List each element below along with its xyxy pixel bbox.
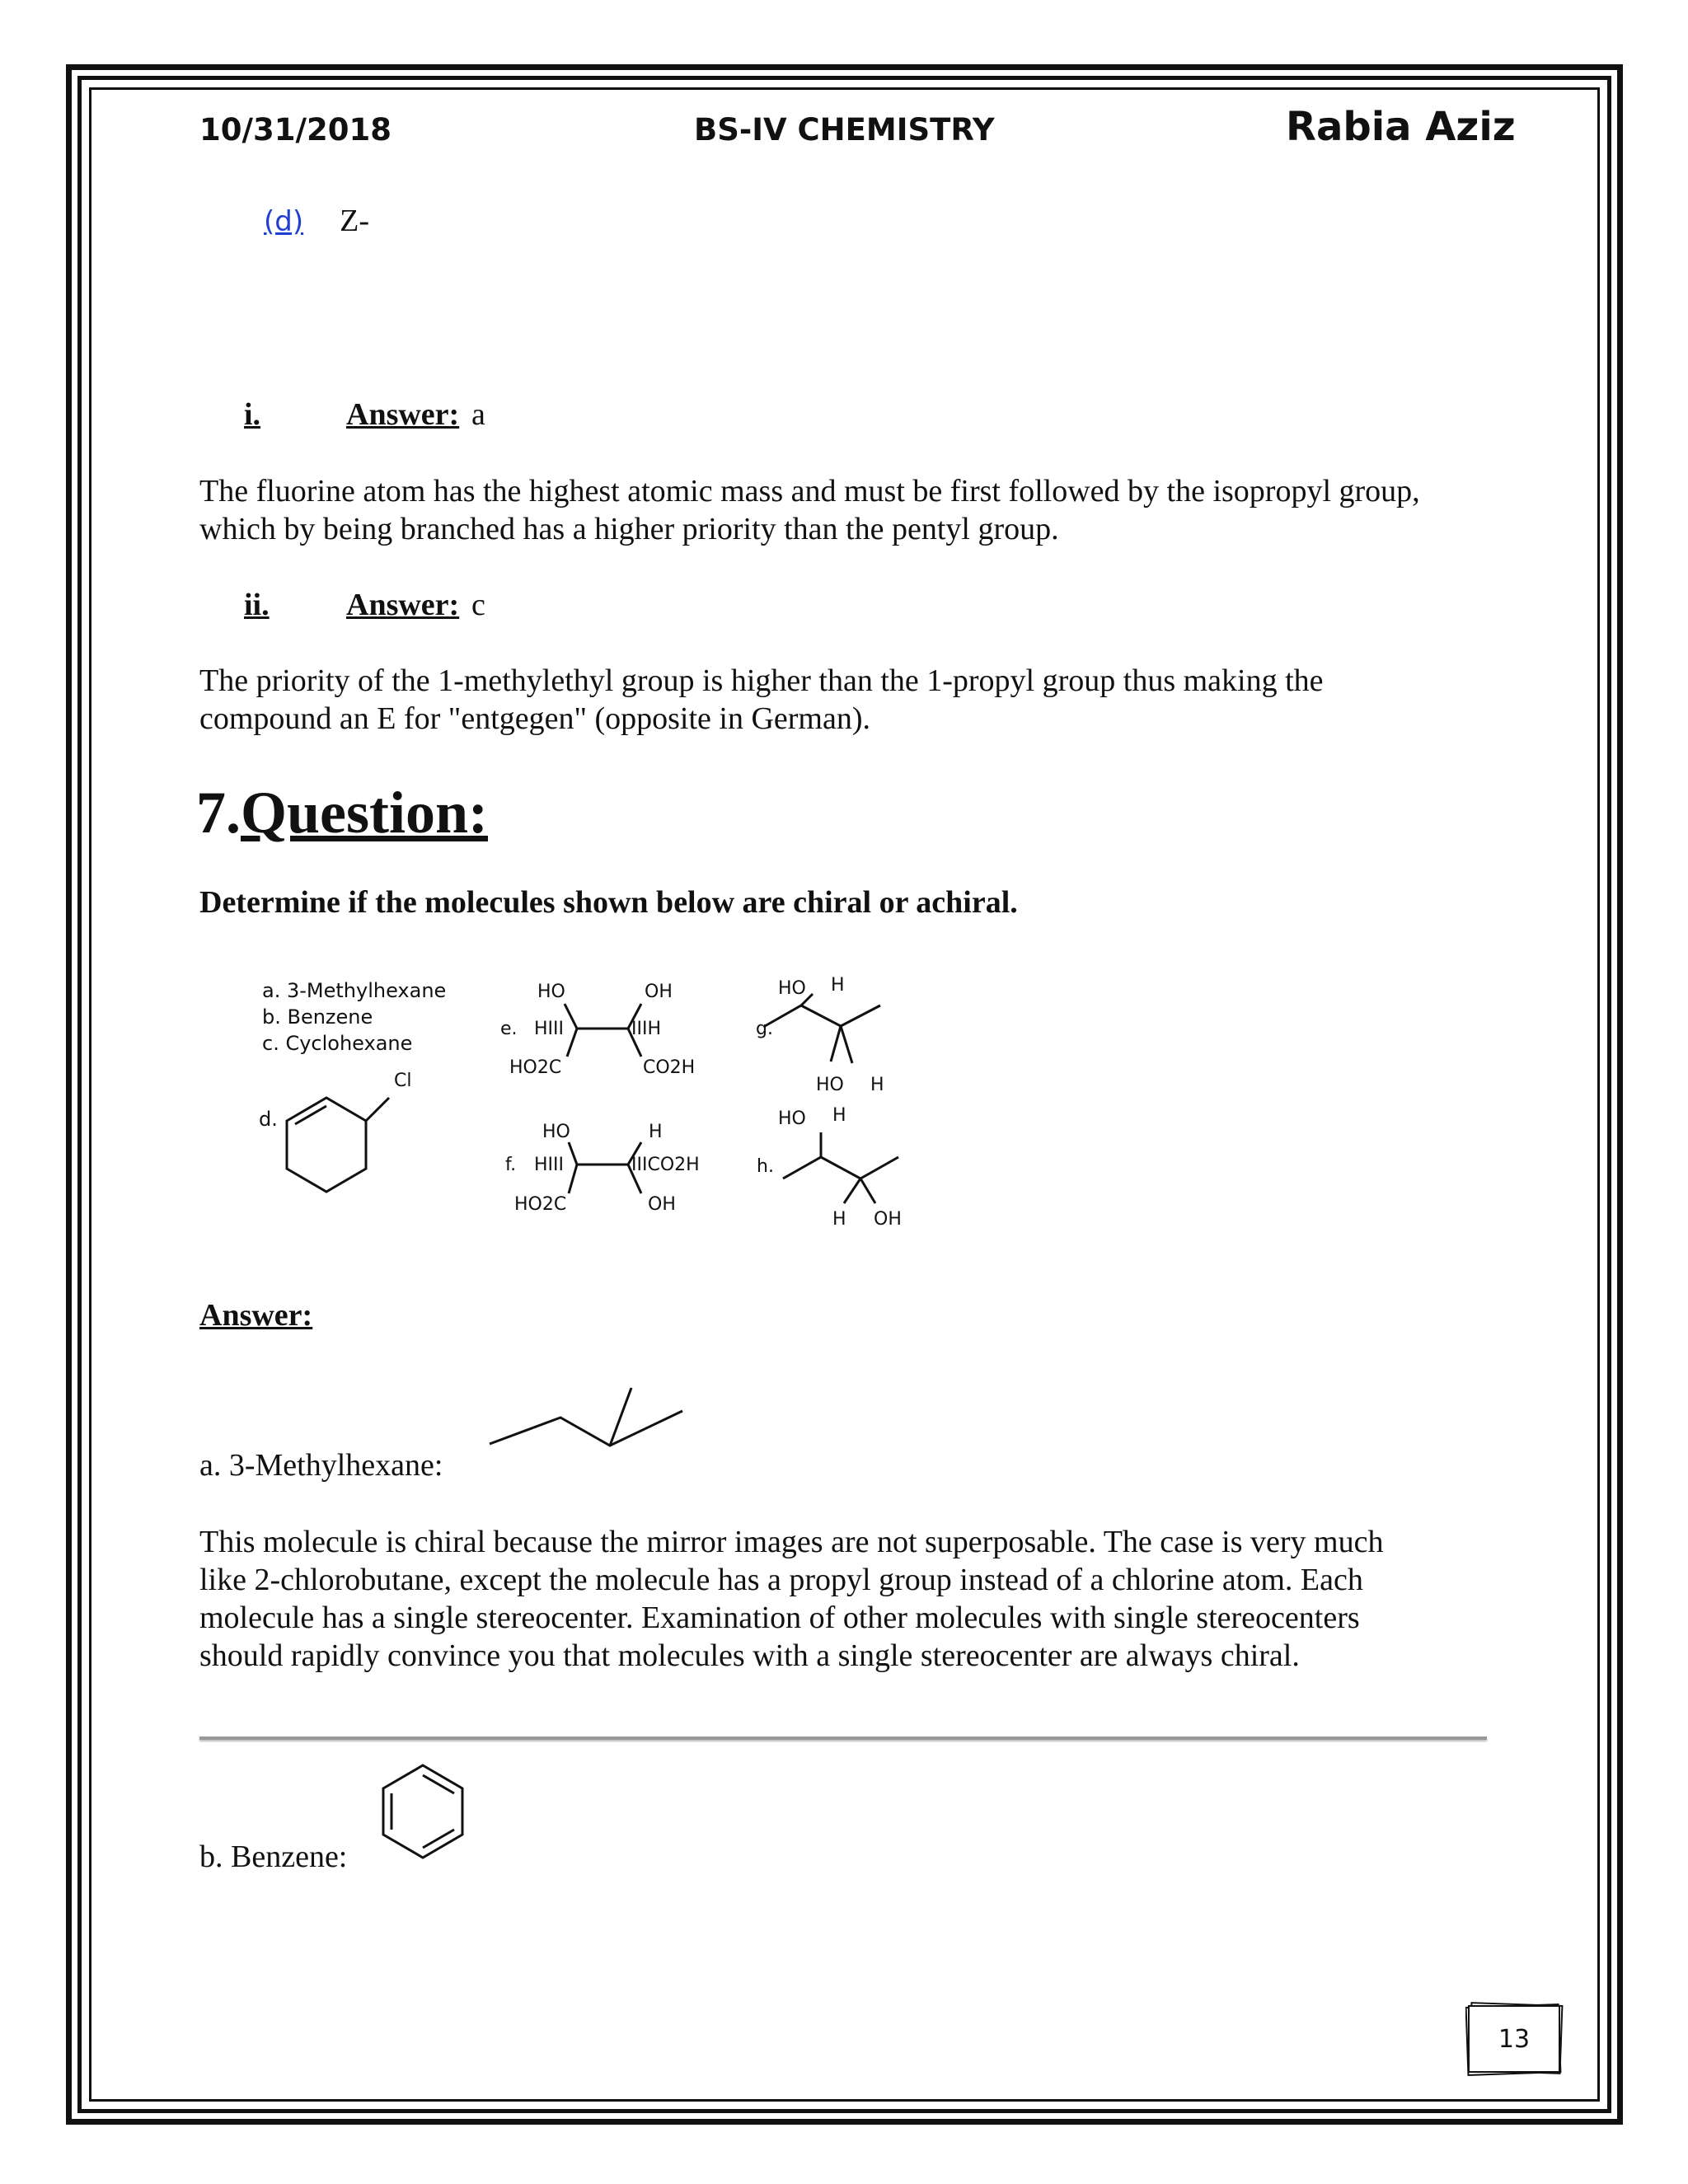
answer-ii-number: ii. [244, 588, 270, 622]
molecules-figure [247, 964, 931, 1244]
figure-list-c: c. Cyclohexane [262, 1032, 413, 1055]
f-h: H [649, 1122, 663, 1142]
section-divider [199, 1736, 1487, 1740]
paragraph-priority-line-2: compound an E for "entgegen" (opposite in German). [199, 701, 871, 736]
paragraph-fluorine-line-1: The fluorine atom has the highest atomic mass and must be first followed by the isopropyl group, [199, 474, 1420, 509]
header-course: BS-IV CHEMISTRY [694, 112, 995, 148]
answer-ii-value: c [471, 588, 485, 622]
paragraph-priority-line-1: The priority of the 1-methylethyl group is higher than the 1-propyl group thus making the [199, 663, 1324, 698]
answer-b-label: b. Benzene: [199, 1840, 348, 1874]
page-number: 13 [1498, 2025, 1531, 2054]
answer-i-label: Answer: [346, 397, 460, 432]
paragraph-priority [199, 662, 1324, 738]
paragraph-fluorine [199, 472, 1420, 548]
answer-i-value: a [471, 397, 485, 432]
figure-list-a: a. 3-Methylhexane [262, 979, 447, 1002]
question-title: Question: [241, 780, 489, 846]
label-e: e. [500, 1019, 518, 1039]
answer-a-line-3: molecule has a single stereocenter. Examination of other molecules with single stereocenters [199, 1601, 1360, 1635]
e-hiii: HIII [534, 1019, 565, 1039]
answer-a-line-4: should rapidly convince you that molecules with a single stereocenter are always chiral. [199, 1638, 1300, 1673]
header-author: Rabia Aziz [1286, 104, 1516, 150]
answer-a-line-1: This molecule is chiral because the mirror images are not superposable. The case is very much [199, 1525, 1384, 1559]
label-g: g. [756, 1019, 773, 1039]
h-bonds [783, 1132, 898, 1203]
h-h-bottom: H [832, 1209, 846, 1230]
chloro-label: Cl [394, 1071, 412, 1091]
g-bonds [765, 994, 880, 1063]
e-bonds [565, 1004, 641, 1057]
question-heading [196, 779, 488, 847]
answer-heading-text: Answer: [199, 1298, 313, 1333]
answer-i [244, 396, 485, 434]
paragraph-fluorine-line-2: which by being branched has a higher priority than the pentyl group. [199, 512, 1059, 546]
e-co2h: CO2H [643, 1057, 696, 1078]
answer-a-label: a. 3-Methylhexane: [199, 1448, 443, 1483]
h-oh: OH [874, 1209, 902, 1230]
cyclohexene-structure [287, 1098, 389, 1192]
question-number: 7. [196, 780, 241, 846]
e-ho2c: HO2C [509, 1057, 562, 1078]
label-h: h. [757, 1156, 774, 1177]
g-h-top: H [831, 975, 845, 996]
label-f: f. [505, 1155, 517, 1175]
f-hiii: HIII [534, 1155, 565, 1175]
answer-a-paragraph [199, 1523, 1383, 1675]
f-iiico2h: IIICO2H [631, 1155, 700, 1175]
answer-heading [199, 1296, 312, 1334]
g-ho-bottom: HO [816, 1075, 844, 1095]
e-oh: OH [645, 982, 673, 1002]
h-h-top: H [832, 1105, 846, 1126]
figure-list-b: b. Benzene [262, 1005, 373, 1029]
methylhexane-structure [486, 1376, 692, 1459]
e-ho: HO [537, 982, 565, 1002]
answer-a-line-2: like 2-chlorobutane, except the molecule has a propyl group instead of a chlorine atom. Each [199, 1563, 1363, 1597]
option-d [264, 202, 369, 240]
answer-i-number: i. [244, 397, 261, 432]
f-ho2c: HO2C [514, 1194, 567, 1215]
benzene-structure [377, 1762, 468, 1861]
g-h-bottom: H [870, 1075, 884, 1095]
header-date: 10/31/2018 [199, 112, 392, 148]
question-prompt: Determine if the molecules shown below are chiral or achiral. [199, 885, 1018, 920]
answer-ii [244, 586, 485, 624]
answer-ii-label: Answer: [346, 588, 460, 622]
option-d-link[interactable]: (d) [264, 205, 304, 238]
f-oh: OH [648, 1194, 676, 1215]
g-ho: HO [778, 978, 806, 999]
page-number-box [1465, 1999, 1564, 2079]
e-iiih: IIIH [631, 1019, 662, 1039]
f-ho: HO [542, 1122, 570, 1142]
f-bonds [569, 1142, 641, 1193]
h-ho: HO [778, 1108, 806, 1129]
figure-label-d: d. [259, 1108, 278, 1131]
option-d-text: Z- [340, 204, 369, 238]
